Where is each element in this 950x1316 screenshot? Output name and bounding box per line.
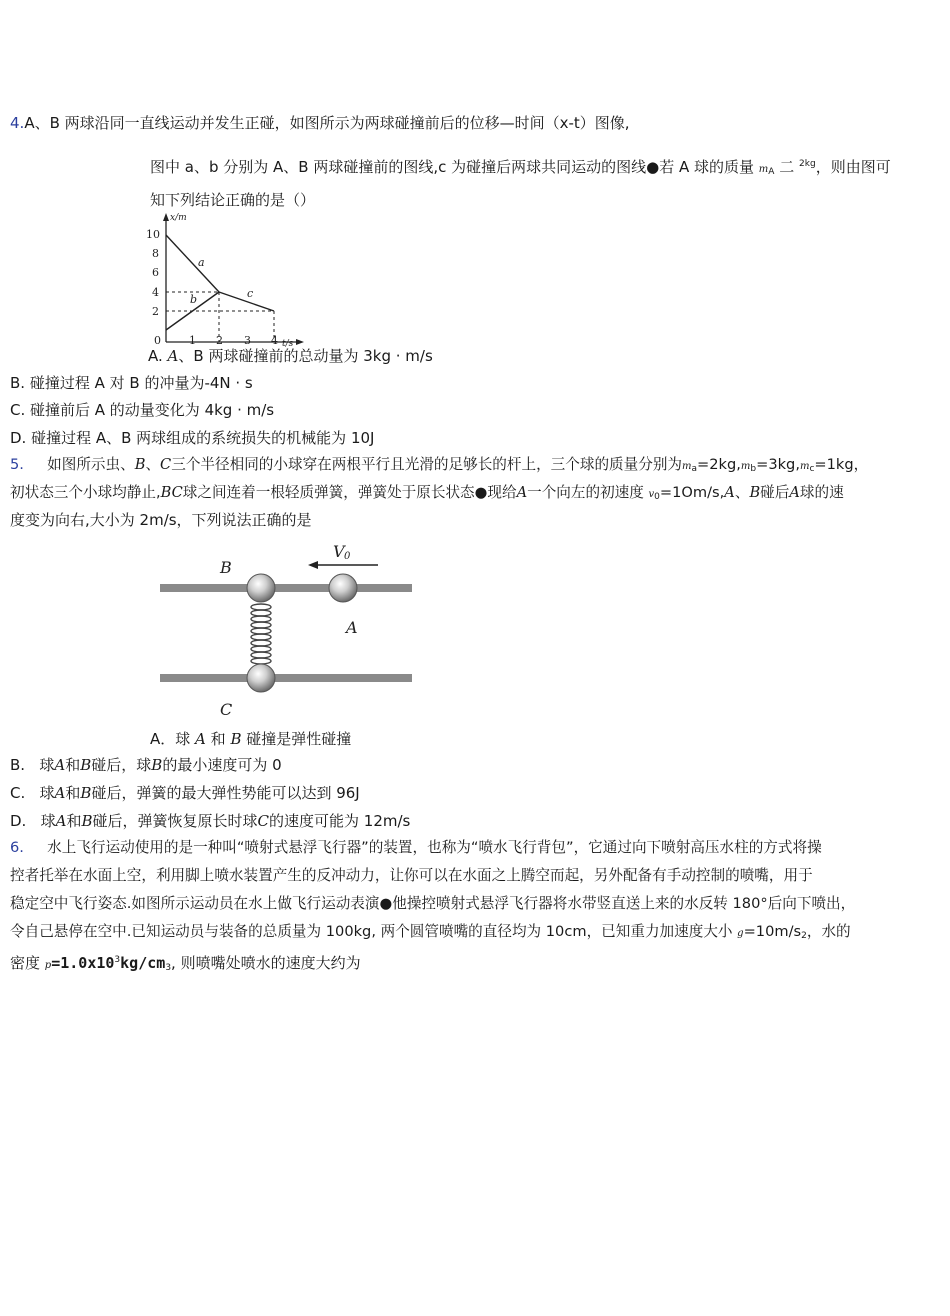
q4-option-c: C. 碰撞前后 A 的动量变化为 4kg · m/s [10,401,275,419]
v0-sub: 0 [654,492,660,502]
line-c-label: c [247,287,254,300]
q5-c-b: B [80,784,92,802]
mass-b-sub: b [750,464,757,474]
mass-symbol: m [758,164,769,175]
q5-d-end: 的速度可能为 12m/s [269,812,411,830]
option-a-italic: A [167,347,179,365]
lower-rod [160,674,412,682]
ball-a [329,574,357,602]
q5-stem-line-3: 度变为向右,大小为 2m/s，下列说法正确的是 [10,511,312,529]
velocity-arrowhead [308,561,318,569]
q5-b-prefix: B. 球 [10,756,55,774]
q5-b-t1: 碰后，球 [91,756,152,774]
ball-b [247,574,275,602]
option-a-prefix: A. [148,347,163,365]
q5-stem-2e: 球的速 [799,484,844,501]
y-tick-10: 10 [146,228,160,241]
q5-b-end: 的最小速度可为 0 [162,756,282,774]
y-tick-4: 4 [152,286,159,299]
q4-option-a [148,346,433,366]
y-axis-arrow [163,213,169,221]
spring [251,604,271,664]
x-tick-1: 1 [189,334,196,347]
mass-b-symbol: m [740,461,751,472]
q5-b-mid: 和 [65,756,81,774]
ball-b-symbol: B [134,456,146,473]
q4-stem-line-2 [150,154,891,182]
q5-a-b: B [230,730,242,748]
y-tick-6: 6 [152,266,159,279]
mass-c-value: =1kg， [814,456,869,473]
gravity-symbol: g [737,928,744,939]
mass-a-sub: a [691,464,698,474]
q5-stem-2a: 初状态三个小球均静止, [10,484,161,501]
q5-a-a: A [195,730,206,748]
q6-line-5 [10,950,361,978]
q4-stem-text-2: 图中 a、b 分别为 A、B 两球碰撞前的图线,c 为碰撞后两球共同运动的图线●若 A 球的质量 [150,158,755,176]
mass-c-symbol: m [799,461,810,472]
q5-c-end: 碰后，弹簧的最大弹性势能可以达到 96J [91,784,360,802]
q5-option-a [150,729,351,749]
q5-d-a: A [55,812,67,830]
q4-number: 4. [10,114,25,132]
q5-stem-line-2 [10,483,844,507]
label-v: V [333,542,345,561]
q5-c-prefix: C. 球 [10,784,55,802]
label-a: A [346,618,358,637]
ball-b-symbol-2: B [749,484,761,501]
q6-line-4b: =10m/s [743,923,802,940]
q4-stem-text-2b: ，则由图可 [815,158,891,176]
q5-stem-1a: 如图所示虫、 [23,456,135,473]
y-tick-8: 8 [152,247,159,260]
mass-a-symbol: m [682,461,692,472]
q5-d-prefix: D. 球 [10,812,56,830]
q6-number: 6. [10,839,24,856]
density-unit: kg/cm [120,954,166,972]
q5-a-prefix: A．球 [150,730,191,748]
upper-rod [160,584,412,592]
q6-line-4-sub: 2 [801,931,807,941]
q5-b-a: A [54,756,66,774]
q6-line-5d: , 则喷嘴处喷水的速度大约为 [171,954,361,972]
density-symbol: p [44,960,52,971]
separator: 、 [145,456,161,473]
q4-stem-text-1: A、B 两球沿同一直线运动并发生正碰，如图所示为两球碰撞前后的位移—时间（x-t）图像, [24,114,630,132]
q5-d-b: B [81,812,93,830]
y-tick-2: 2 [152,305,159,318]
ball-a-symbol: A [516,484,528,501]
q5-option-c [10,783,360,803]
line-b-label: b [190,293,198,306]
q5-stem-2c: 一个向左的初速度 [527,484,644,501]
q4-stem-line-1 [10,113,630,133]
q4-option-d: D. 碰撞过程 A、B 两球组成的系统损失的机械能为 10J [10,429,375,447]
q6-line-3: 稳定空中飞行姿态.如图所示运动员在水上做飞行运动表演●他操控喷射式悬浮飞行器将水带竖直送上来的水反转 180°后向下喷出， [10,895,856,912]
x-tick-4: 4 [271,334,278,347]
q6-line-4 [10,922,851,946]
q5-option-b [10,755,282,775]
balls-bc-symbol: BC [160,484,183,501]
mass-a-value: =2kg, [697,456,741,473]
line-a [166,235,219,292]
q5-d-t1: 碰后，弹簧恢复原长时球 [92,812,258,830]
v0-value: =1Om/s, [659,484,725,501]
mass-value: 2kg [799,159,816,169]
q6-line-1-text: 水上飞行运动使用的是一种叫“喷射式悬浮飞行器”的装置，也称为“喷水飞行背包”，它通过向下喷射高压水柱的方式将操 [23,839,822,856]
ball-c-symbol: C [160,456,172,473]
q6-line-1 [10,838,822,858]
ball-c [247,664,275,692]
equals-glyph: 二 [779,158,795,176]
mass-b-value: =3kg, [756,456,800,473]
label-b: B [220,558,232,577]
y-axis-label: x/m [170,213,187,223]
x-axis-label: t/s [282,339,294,348]
q5-number: 5. [10,456,24,473]
x-tick-2: 2 [216,334,223,347]
line-a-label: a [198,256,205,269]
xt-graph [140,210,310,348]
q5-c-a: A [54,784,66,802]
q5-b-b2: B [151,756,163,774]
q4-option-b: B. 碰撞过程 A 对 B 的冲量为-4N · s [10,374,253,392]
q5-option-d [10,811,410,831]
separator-2: 、 [734,484,750,501]
q5-stem-1b: 三个半径相同的小球穿在两根平行且光滑的足够长的杆上，三个球的质量分别为 [171,456,683,473]
x-axis-arrow [296,339,304,345]
ball-a-symbol-2: A [724,484,735,501]
ball-a-symbol-3: A [789,484,800,501]
q6-line-4c: ，水的 [806,923,851,940]
density-unit-exponent: 3 [165,963,172,973]
q4-stem-line-3: 知下列结论正确的是（） [150,191,316,209]
q6-line-4a: 令自己悬停在空中.已知运动员与装备的总质量为 100kg, 两个圆管喷嘴的直径均为 10cm，已知重力加速度大小 [10,923,733,940]
x-tick-0: 0 [154,334,161,347]
density-value: =1.0x10 [51,954,115,972]
q5-stem-2b: 球之间连着一根轻质弹簧，弹簧处于原长状态●现给 [182,484,517,501]
q5-d-c: C [257,812,270,830]
label-v-sub: 0 [344,551,351,562]
v0-symbol: v [648,489,655,500]
q5-stem-2d: 碰后 [760,484,790,501]
q5-stem-line-1 [10,455,868,479]
density-exponent: 3 [114,955,121,965]
label-c: C [220,700,233,719]
x-tick-3: 3 [244,334,251,347]
q6-line-2: 控者托举在水面上空，利用脚上喷水装置产生的反冲动力，让你可以在水面之上腾空而起，另外配备有手动控制的喷嘴，用于 [10,867,813,884]
mass-c-sub: c [809,464,815,474]
rods-spring-figure [150,535,420,720]
q6-line-5a: 密度 [10,954,41,972]
q5-a-end: 碰撞是弹性碰撞 [241,730,352,748]
q5-b-b: B [80,756,92,774]
mass-subscript: A [768,167,775,177]
option-a-text: 、B 两球碰撞前的总动量为 3kg · m/s [178,347,433,365]
q5-a-mid: 和 [205,730,226,748]
q5-d-mid: 和 [66,812,82,830]
q5-c-mid: 和 [65,784,81,802]
